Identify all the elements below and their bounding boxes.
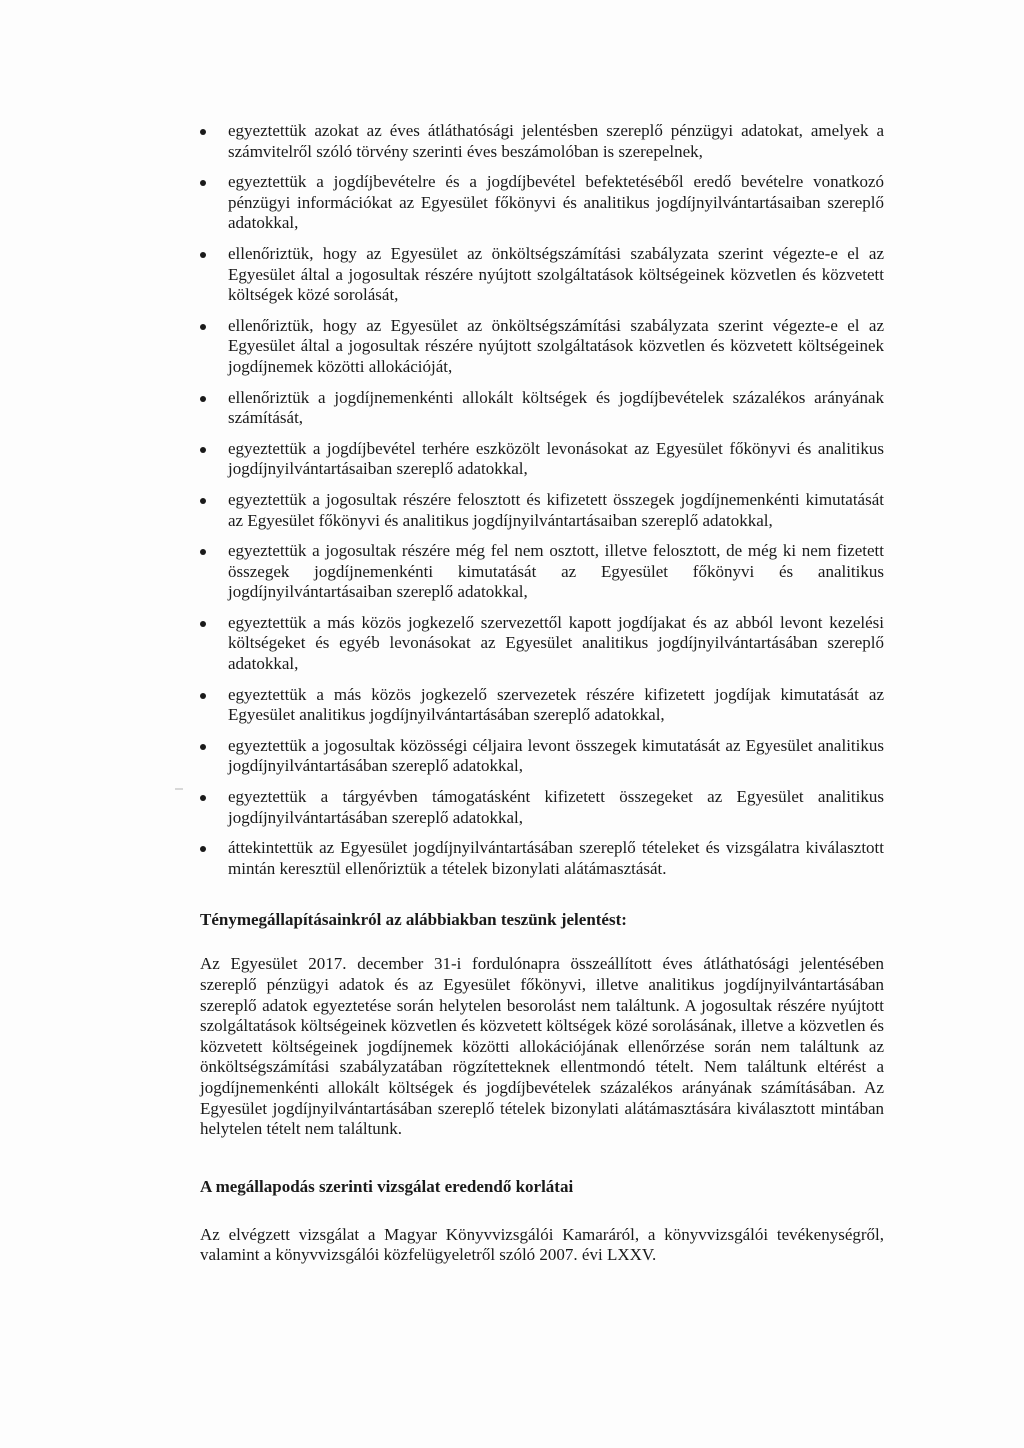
bullet-icon [200,795,206,801]
bullet-icon [200,324,206,330]
bullet-icon [200,621,206,627]
bullet-icon [200,549,206,555]
list-item [200,121,884,162]
bullet-icon [200,180,206,186]
list-item-text: áttekintettük az Egyesület jogdíjnyilvántartásában szereplő tételeket és vizsgálatra kiválasztott mintán keresztül ellenőriztük a tételek bizonylati alátámasztását. [228,838,884,878]
list-item [200,172,884,234]
bullet-icon [200,846,206,852]
list-item-text: egyeztettük a jogosultak részére felosztott és kifizetett összegek jogdíjnemenkénti kimutatását az Egyesület főkönyvi és analitikus jogdíjnyilvántartásaiban szereplő adatokkal, [228,489,884,530]
list-item [200,838,884,879]
list-item-text: egyeztettük a más közös jogkezelő szervezettől kapott jogdíjakat és az abból levont kezelési költségeket és egyéb levonásokat az Egyesület analitikus jogdíjnyilvántartásában szereplő adatokkal, [228,612,884,674]
list-item [200,613,884,675]
list-item-text: ellenőriztük, hogy az Egyesület az önköltségszámítási szabályzata szerint végezte-e el az Egyesület által a jogosultak részére nyújtott szolgáltatások közvetlen és közvetett költségeinek jogdíjnemek közötti allokációját, [228,315,884,376]
list-item-text: egyeztettük a más közös jogkezelő szervezetek részére kifizetett jogdíjak kimutatását az Egyesület analitikus jogdíjnyilvántartásában szereplő adatokkal, [228,684,884,725]
findings-paragraph: Az Egyesület 2017. december 31-i fordulónapra összeállított éves átláthatósági jelentésében szereplő pénzügyi adatok és az Egyesület főkönyvi, illetve analitikus jogdíjnyilvántartásában szereplő adatok egyeztetése során helytelen besorolást nem találtunk. A jogosultak részére nyújtott szolgáltatások költségeinek közvetlen és közvetett költségek közé sorolásának, illetve a közvetlen és közvetett költségeinek jogdíjnemek közötti allokációjának ellenőrzése során nem találtunk az önköltségszámítási szabályzatában rögzítetteknek ellentmondó tételt. Nem találtunk eltérést a jogdíjnemenkénti allokált költségek és jogdíjbevételek százalékos arányának számításában. Az Egyesület jogdíjnyilvántartásában szereplő tételek bizonylati alátámasztására kiválasztott mintában helytelen tételt nem találtunk. [200,954,884,1139]
bullet-icon [200,129,206,135]
bullet-icon [200,693,206,699]
list-item [200,736,884,777]
list-item-text: egyeztettük a jogdíjbevétel terhére eszközölt levonásokat az Egyesület főkönyvi és analitikus jogdíjnyilvántartásaiban szereplő adatokkal, [228,438,884,479]
bullet-icon [200,252,206,258]
list-item [200,439,884,480]
bullet-icon [200,744,206,750]
list-item-text: egyeztettük a jogosultak részére még fel nem osztott, illetve felosztott, de még ki nem fizetett összegek jogdíjnemenkénti kimutatását az Egyesület főkönyvi és analitikus jogdíjnyilvántartásaiban szereplő adatokkal, [228,541,884,602]
findings-heading: Ténymegállapításainkról az alábbiakban teszünk jelentést: [200,910,627,930]
list-item [200,490,884,531]
bullet-icon [200,498,206,504]
list-item [200,685,884,726]
list-item [200,787,884,828]
list-item [200,541,884,603]
list-item-text: egyeztettük a jogosultak közösségi céljaira levont összegek kimutatását az Egyesület analitikus jogdíjnyilvántartásában szereplő adatokkal, [228,735,884,776]
list-item-text: egyeztettük a jogdíjbevételre és a jogdíjbevétel befektetéséből eredő bevételre vonatkozó pénzügyi információkat az Egyesület főkönyvi és analitikus jogdíjnyilvántartásaiban szereplő adatokkal, [228,172,884,233]
list-item-text: ellenőriztük, hogy az Egyesület az önköltségszámítási szabályzata szerint végezte-e el az Egyesület által a jogosultak részére nyújtott szolgáltatások költségeinek közvetlen és közvetett költségek közé sorolását, [228,243,884,305]
list-item [200,316,884,378]
document-body [200,121,884,1266]
list-item-text: egyeztettük a tárgyévben támogatásként kifizetett összegeket az Egyesület analitikus jogdíjnyilvántartásában szereplő adatokkal, [228,787,884,827]
limits-paragraph: Az elvégzett vizsgálat a Magyar Könyvvizsgálói Kamaráról, a könyvvizsgálói tevékenységről, valamint a könyvvizsgálói közfelügyeletről szóló 2007. évi LXXV. [200,1224,884,1265]
bullet-icon [200,447,206,453]
bullet-icon [200,396,206,402]
list-item [200,244,884,306]
list-item [200,388,884,429]
list-item-text: egyeztettük azokat az éves átláthatósági jelentésben szereplő pénzügyi adatokat, amelyek a számvitelről szóló törvény szerinti éves beszámolóban is szerepelnek, [228,121,884,161]
procedure-list [200,121,884,879]
scan-speck [175,788,183,790]
list-item-text: ellenőriztük a jogdíjnemenkénti allokált költségek és jogdíjbevételek százalékos arányának számítását, [228,387,884,428]
limits-heading: A megállapodás szerinti vizsgálat eredendő korlátai [200,1176,574,1196]
